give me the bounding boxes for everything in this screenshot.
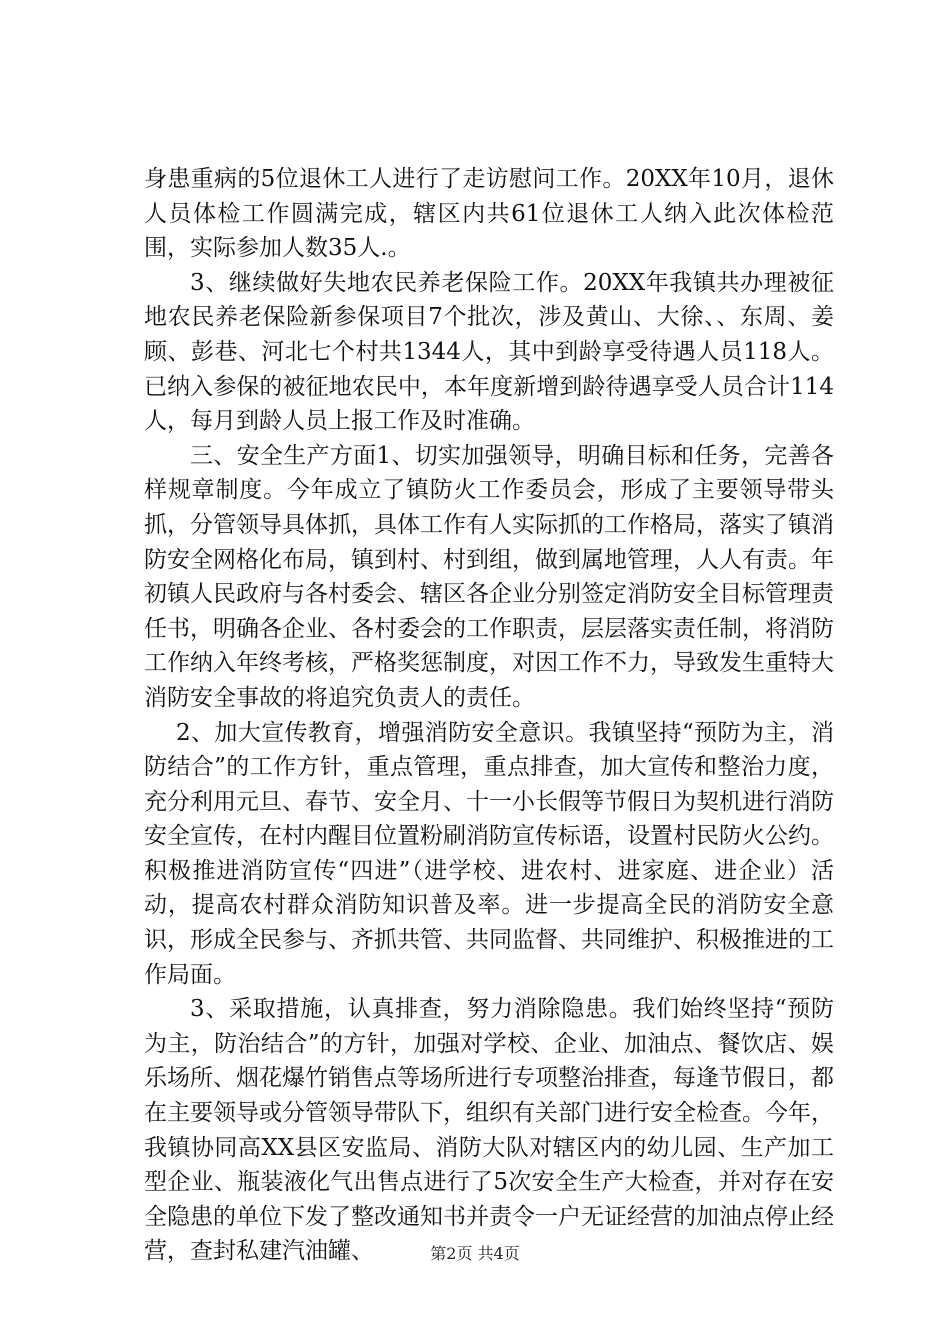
paragraph-hazard-inspection: 3、采取措施，认真排查，努力消除隐患。我们始终坚持“预防为主，防治结合”的方针，加强对学校、企业、加油点、餐饮店、娱乐场所、烟花爆竹销售点等场所进行专项整治排查，每逢节假日，都在主要领导或分管领导带队下，组织有关部门进行安全检查。今年，我镇协同高XX县区安监局、消防大队对辖区内的幼儿园、生产加工型企业、瓶装液化气出售点进行了5次安全生产大检查，并对存在安全隐患的单位下发了整改通知书并责令一户无证经营的加油点停止经营，查封私建汽油罐、 <box>144 996 834 1265</box>
paragraph-safety-leadership: 三、安全生产方面1、切实加强领导，明确目标和任务，完善各样规章制度。今年成立了镇防火工作委员会，形成了主要领导带头抓，分管领导具体抓，具体工作有人实际抓的工作格局，落实了镇消防安全网格化布局，镇到村、村到组，做到属地管理，人人有责。年初镇人民政府与各村委会、辖区各企业分别签定消防安全目标管理责任书，明确各企业、各村委会的工作职责，层层落实责任制，将消防工作纳入年终考核，严格奖惩制度，对因工作不力，导致发生重特大消防安全事故的将追究负责人的责任。 <box>144 442 834 711</box>
page-number-footer: 第2页 共4页 <box>430 1244 520 1263</box>
paragraph-fire-education: 2、加大宣传教育，增强消防安全意识。我镇坚持“预防为主，消防结合”的工作方针，重点管理，重点排查，加大宣传和整治力度，充分利用元旦、春节、安全月、十一小长假等节假日为契机进行消防安全宣传，在村内醒目位置粉刷消防宣传标语，设置村民防火公约。积极推进消防宣传“四进”（进学校、进农村、进家庭、进企业）活动，提高农村群众消防知识普及率。进一步提高全民的消防安全意识，形成全民参与、齐抓共管、共同监督、共同维护、积极推进的工作局面。 <box>144 719 834 988</box>
paragraph-retiree-visits: 身患重病的5位退休工人进行了走访慰问工作。20XX年10月，退休人员体检工作圆满完成，辖区内共61位退休工人纳入此次体检范围，实际参加人数35人.。 <box>144 166 834 262</box>
paragraph-land-loss-pension: 3、继续做好失地农民养老保险工作。20XX年我镇共办理被征地农民养老保险新参保项目7个批次，涉及黄山、大徐、、东周、姜顾、彭巷、河北七个村共1344人，其中到龄享受待遇人员118人。已纳入参保的被征地农民中，本年度新增到龄待遇享受人员合计114人，每月到龄人员上报工作及时准确。 <box>144 269 834 435</box>
document-body <box>144 162 834 1269</box>
